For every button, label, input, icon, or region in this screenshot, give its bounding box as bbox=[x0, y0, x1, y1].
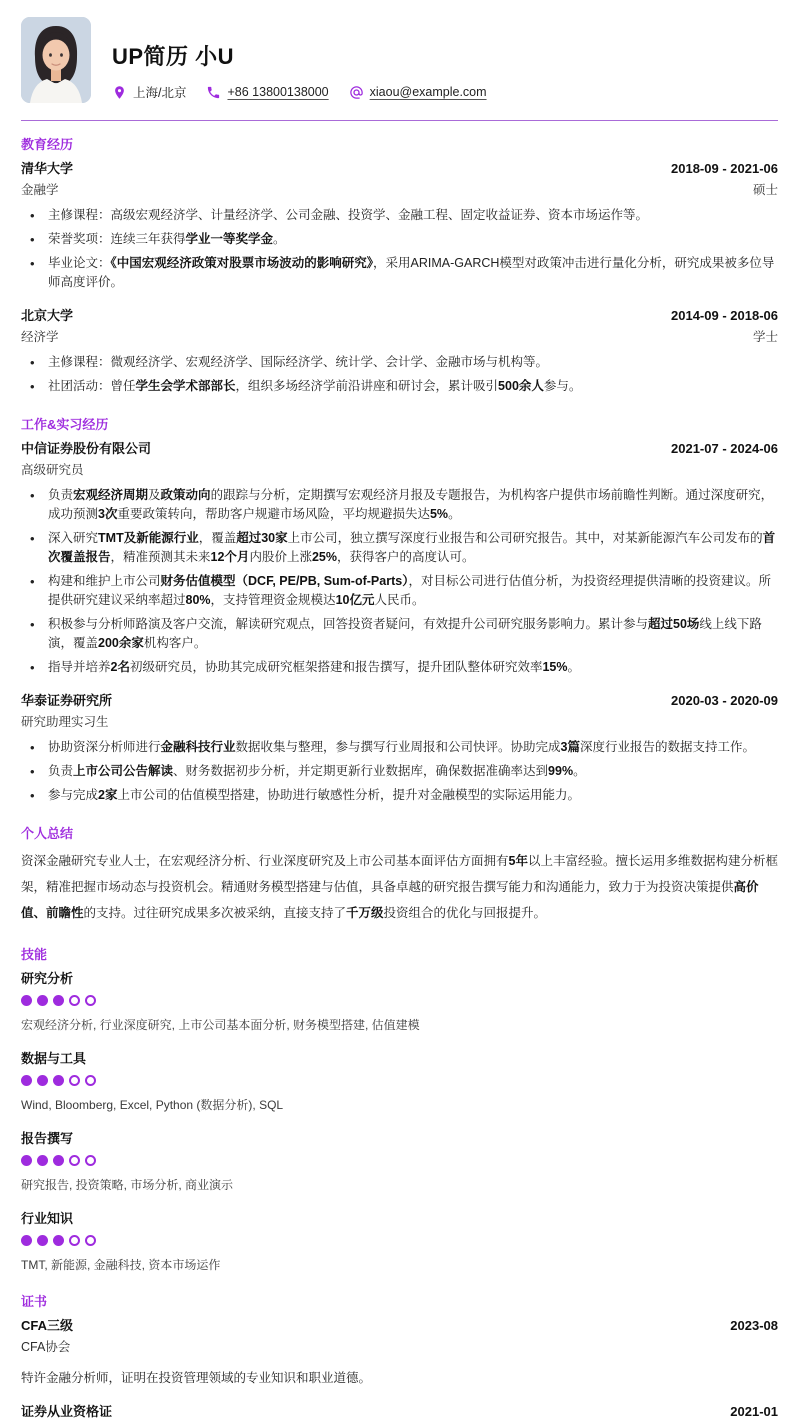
highlight-text: 财务估值模型（DCF, PE/PB, Sum-of-Parts） bbox=[160, 574, 409, 588]
level-dot-empty bbox=[85, 1075, 96, 1086]
level-dot-empty bbox=[69, 1235, 80, 1246]
phone-icon bbox=[206, 85, 221, 100]
plain-text: 。 bbox=[273, 232, 286, 246]
entry-subtitle: 经济学 bbox=[21, 330, 59, 344]
level-dot-filled bbox=[21, 1235, 32, 1246]
section-certificates bbox=[21, 1291, 778, 1420]
plain-text: 机构客户。 bbox=[143, 636, 207, 650]
profile-photo bbox=[21, 17, 91, 103]
bullet-item bbox=[21, 377, 778, 396]
skill-name: 数据与工具 bbox=[21, 1051, 87, 1066]
highlight-text: 3次 bbox=[98, 507, 118, 521]
plain-text: 重要政策转向，帮助客户规避市场风险，平均规避损失达 bbox=[117, 507, 430, 521]
plain-text: 人民币。 bbox=[374, 593, 425, 607]
profile-photo-illustration bbox=[21, 17, 91, 103]
plain-text: ，精准预测其未来 bbox=[110, 550, 211, 564]
entry-header-row bbox=[21, 1401, 778, 1420]
plain-text: 。 bbox=[567, 660, 581, 674]
skill-level-dots bbox=[21, 1235, 778, 1246]
highlight-text: 2名 bbox=[110, 660, 130, 674]
level-dot-filled bbox=[53, 1155, 64, 1166]
highlight-text: 99% bbox=[548, 764, 574, 778]
certificate-entries bbox=[21, 1315, 778, 1420]
section-title-work: 工作&实习经历 bbox=[21, 417, 109, 432]
entry-subtitle-row bbox=[21, 180, 778, 198]
plain-text: 线上线下路演，覆盖 bbox=[48, 617, 762, 650]
highlight-text: 500余人 bbox=[498, 379, 544, 393]
bullet-item bbox=[21, 615, 778, 653]
entry-subtitle: 高级研究员 bbox=[21, 463, 84, 477]
plain-text: 构建和维护上市公司 bbox=[48, 574, 161, 588]
highlight-text: 学业一等奖学金 bbox=[185, 232, 274, 246]
level-dot-empty bbox=[69, 995, 80, 1006]
entry-subtitle: 研究助理实习生 bbox=[21, 715, 109, 729]
at-sign-icon bbox=[349, 85, 364, 100]
plain-text: 内股价上涨 bbox=[249, 550, 312, 564]
section-work bbox=[21, 414, 778, 805]
entry-title: 证券从业资格证 bbox=[21, 1404, 113, 1419]
plain-text: 深入研究 bbox=[48, 531, 99, 545]
level-dot-empty bbox=[85, 995, 96, 1006]
section-education bbox=[21, 134, 778, 396]
entry-title: 北京大学 bbox=[21, 308, 74, 323]
bullet-item bbox=[21, 572, 778, 610]
plain-text: 的支持。过往研究成果多次被采纳，直接支持了 bbox=[83, 906, 347, 920]
contact-row bbox=[112, 83, 487, 101]
entry-header-row bbox=[21, 438, 778, 457]
highlight-text: 首次覆盖报告 bbox=[48, 531, 776, 564]
level-dot-filled bbox=[37, 1235, 48, 1246]
level-dot-filled bbox=[53, 1235, 64, 1246]
education-entries bbox=[21, 158, 778, 396]
plain-text: 毕业论文： bbox=[48, 256, 111, 270]
resume-entry bbox=[21, 690, 778, 805]
entry-subtitle-row bbox=[21, 1337, 778, 1355]
highlight-text: 金融科技行业 bbox=[160, 740, 236, 754]
skill-keywords: 研究报告, 投资策略, 市场分析, 商业演示 bbox=[21, 1178, 234, 1192]
bullet-item bbox=[21, 206, 778, 225]
phone-link[interactable] bbox=[206, 85, 328, 100]
skill-group bbox=[21, 1048, 778, 1113]
plain-text: ，组织多场经济学前沿讲座和研讨会，累计吸引 bbox=[235, 379, 499, 393]
highlight-text: 12个月 bbox=[210, 550, 250, 564]
bullet-item bbox=[21, 658, 778, 677]
section-summary bbox=[21, 823, 778, 926]
highlight-text: 《中国宏观经济政策对股票市场波动的影响研究》 bbox=[110, 256, 374, 270]
highlight-text: 学生会学术部部长 bbox=[135, 379, 236, 393]
level-dot-filled bbox=[37, 995, 48, 1006]
entry-subtitle: CFA协会 bbox=[21, 1340, 71, 1354]
plain-text: 以上丰富经验。擅长运用多维数据构建分析框架，精准把握市场动态与投资机会。精通财务模型搭建与估值，具备卓越的研究报告撰写能力和沟通能力，致力于为投资决策提供 bbox=[21, 854, 778, 894]
entry-title: CFA三级 bbox=[21, 1318, 74, 1333]
resume-entry bbox=[21, 1315, 778, 1388]
entry-date: 2020-03 - 2020-09 bbox=[671, 693, 778, 708]
entry-subtitle-row bbox=[21, 712, 778, 730]
entry-date: 2023-08 bbox=[730, 1318, 778, 1333]
skill-level-dots bbox=[21, 1155, 778, 1166]
highlight-text: 80% bbox=[185, 593, 211, 607]
entry-date: 2021-01 bbox=[730, 1404, 778, 1419]
plain-text: 资深金融研究专业人士，在宏观经济分析、行业深度研究及上市公司基本面评估方面拥有 bbox=[21, 854, 509, 868]
plain-text: 荣誉奖项：连续三年获得 bbox=[48, 232, 186, 246]
level-dot-filled bbox=[37, 1155, 48, 1166]
plain-text: 的跟踪与分析，定期撰写宏观经济月报及专题报告，为机构客户提供市场前瞻性判断。通过深度研究，成功预测 bbox=[48, 488, 774, 521]
level-dot-empty bbox=[85, 1155, 96, 1166]
plain-text: ，对目标公司进行估值分析，为投资经理提供清晰的投资建议。所提供研究建议采纳率超过 bbox=[48, 574, 771, 607]
email-text: xiaou@example.com bbox=[369, 85, 487, 99]
plain-text: 数据收集与整理，参与撰写行业周报和公司快评。协助完成 bbox=[235, 740, 561, 754]
section-skills bbox=[21, 944, 778, 1273]
plain-text: 上市公司，独立撰写深度行业报告和公司研究报告。其中，对某新能源汽车公司发布的 bbox=[287, 531, 763, 545]
highlight-text: 千万级 bbox=[346, 906, 384, 920]
highlight-text: 高价值、前瞻性 bbox=[21, 880, 759, 920]
plain-text: ，获得客户的高度认可。 bbox=[336, 550, 475, 564]
plain-text: 初级研究员，协助其完成研究框架搭建和报告撰写，提升团队整体研究效率 bbox=[129, 660, 543, 674]
level-dot-filled bbox=[53, 1075, 64, 1086]
level-dot-filled bbox=[21, 1155, 32, 1166]
skill-group bbox=[21, 1128, 778, 1193]
bullet-item bbox=[21, 353, 778, 372]
certificate-description: 特许金融分析师，证明在投资管理领域的专业知识和职业道德。 bbox=[21, 1371, 372, 1385]
plain-text: 协助资深分析师进行 bbox=[48, 740, 161, 754]
highlight-text: TMT及新能源行业 bbox=[98, 531, 199, 545]
highlight-text: 2家 bbox=[98, 788, 118, 802]
entry-bullet-list bbox=[21, 486, 778, 677]
entry-bullet-list bbox=[21, 738, 778, 805]
plain-text: 主修课程：微观经济学、宏观经济学、国际经济学、统计学、会计学、金融市场与机构等。 bbox=[48, 355, 549, 369]
bullet-item bbox=[21, 254, 778, 292]
location bbox=[112, 83, 186, 101]
highlight-text: 5年 bbox=[508, 854, 528, 868]
section-title-summary: 个人总结 bbox=[21, 826, 74, 841]
plain-text: ，覆盖 bbox=[198, 531, 237, 545]
entry-subtitle: 金融学 bbox=[21, 183, 59, 197]
entry-header-row bbox=[21, 305, 778, 324]
bullet-item bbox=[21, 762, 778, 781]
level-dot-filled bbox=[21, 995, 32, 1006]
skill-keywords: TMT, 新能源, 金融科技, 资本市场运作 bbox=[21, 1258, 221, 1272]
bullet-item bbox=[21, 786, 778, 805]
level-dot-filled bbox=[37, 1075, 48, 1086]
entry-title: 清华大学 bbox=[21, 161, 74, 176]
location-text: 上海/北京 bbox=[133, 86, 187, 100]
entry-degree: 硕士 bbox=[752, 183, 778, 197]
entry-title: 中信证券股份有限公司 bbox=[21, 441, 152, 456]
plain-text: 投资组合的优化与回报提升。 bbox=[383, 906, 547, 920]
skill-group bbox=[21, 968, 778, 1033]
skill-name: 研究分析 bbox=[21, 971, 74, 986]
plain-text: 指导并培养 bbox=[48, 660, 111, 674]
entry-header-row bbox=[21, 690, 778, 709]
highlight-text: 超过30家 bbox=[236, 531, 288, 545]
plain-text: 负责 bbox=[48, 488, 74, 502]
entry-date: 2014-09 - 2018-06 bbox=[671, 308, 778, 323]
bullet-item bbox=[21, 230, 778, 249]
skill-level-dots bbox=[21, 1075, 778, 1086]
plain-text: 社团活动：曾任 bbox=[48, 379, 136, 393]
plain-text: 。 bbox=[573, 764, 586, 778]
entry-bullet-list bbox=[21, 206, 778, 292]
plain-text: 主修课程：高级宏观经济学、计量经济学、公司金融、投资学、金融工程、固定收益证券、资本市场运作等。 bbox=[48, 208, 649, 222]
resume-entry bbox=[21, 1401, 778, 1420]
plain-text: ，支持管理资金规模达 bbox=[210, 593, 336, 607]
bullet-item bbox=[21, 486, 778, 524]
header-divider bbox=[21, 120, 778, 121]
level-dot-empty bbox=[69, 1155, 80, 1166]
plain-text: 深度行业报告的数据支持工作。 bbox=[580, 740, 756, 754]
section-title-certificates: 证书 bbox=[21, 1294, 48, 1309]
location-pin-icon bbox=[112, 85, 127, 100]
resume-header bbox=[21, 0, 778, 103]
highlight-text: 5% bbox=[429, 507, 449, 521]
plain-text: 负责 bbox=[48, 764, 74, 778]
plain-text: 、财务数据初步分析，并定期更新行业数据库，确保数据准确率达到 bbox=[173, 764, 549, 778]
plain-text: 。 bbox=[448, 507, 461, 521]
entry-title: 华泰证券研究所 bbox=[21, 693, 113, 708]
plain-text: 参与。 bbox=[543, 379, 582, 393]
plain-text: 及 bbox=[148, 488, 161, 502]
skill-keywords: 宏观经济分析, 行业深度研究, 上市公司基本面分析, 财务模型搭建, 估值建模 bbox=[21, 1018, 420, 1032]
plain-text: ，采用ARIMA-GARCH模型对政策冲击进行量化分析，研究成果被多位导师高度评价。 bbox=[48, 256, 775, 289]
skill-group bbox=[21, 1208, 778, 1273]
summary-paragraph bbox=[21, 848, 778, 926]
entry-date: 2021-07 - 2024-06 bbox=[671, 441, 778, 456]
highlight-text: 超过50场 bbox=[648, 617, 700, 631]
level-dot-filled bbox=[53, 995, 64, 1006]
skill-keywords: Wind, Bloomberg, Excel, Python (数据分析), SQL bbox=[21, 1098, 284, 1112]
entry-header-row bbox=[21, 1315, 778, 1334]
plain-text: 参与完成 bbox=[48, 788, 99, 802]
skill-name: 行业知识 bbox=[21, 1211, 74, 1226]
highlight-text: 政策动向 bbox=[160, 488, 211, 502]
highlight-text: 上市公司公告解读 bbox=[73, 764, 174, 778]
skill-groups bbox=[21, 968, 778, 1273]
candidate-name: UP简历 小U bbox=[112, 44, 235, 69]
bullet-item bbox=[21, 738, 778, 757]
entry-subtitle-row bbox=[21, 327, 778, 345]
skill-name: 报告撰写 bbox=[21, 1131, 74, 1146]
section-title-skills: 技能 bbox=[21, 947, 48, 962]
resume-entry bbox=[21, 158, 778, 292]
level-dot-empty bbox=[69, 1075, 80, 1086]
level-dot-empty bbox=[85, 1235, 96, 1246]
resume-entry bbox=[21, 305, 778, 396]
phone-text: +86 13800138000 bbox=[227, 85, 329, 99]
entry-degree: 学士 bbox=[752, 330, 778, 344]
highlight-text: 10亿元 bbox=[335, 593, 375, 607]
skill-level-dots bbox=[21, 995, 778, 1006]
work-entries bbox=[21, 438, 778, 805]
highlight-text: 15% bbox=[542, 660, 568, 674]
resume-entry bbox=[21, 438, 778, 677]
level-dot-filled bbox=[21, 1075, 32, 1086]
section-title-education: 教育经历 bbox=[21, 137, 74, 152]
entry-date: 2018-09 - 2021-06 bbox=[671, 161, 778, 176]
highlight-text: 25% bbox=[311, 550, 337, 564]
entry-header-row bbox=[21, 158, 778, 177]
highlight-text: 宏观经济周期 bbox=[73, 488, 149, 502]
entry-bullet-list bbox=[21, 353, 778, 396]
plain-text: 积极参与分析师路演及客户交流，解读研究观点，回答投资者疑问，有效提升公司研究服务影响力。累计参与 bbox=[48, 617, 649, 631]
email-link[interactable] bbox=[349, 85, 487, 100]
entry-subtitle-row bbox=[21, 460, 778, 478]
plain-text: 上市公司的估值模型搭建，协助进行敏感性分析，提升对金融模型的实际运用能力。 bbox=[117, 788, 580, 802]
highlight-text: 200余家 bbox=[98, 636, 144, 650]
bullet-item bbox=[21, 529, 778, 567]
highlight-text: 3篇 bbox=[560, 740, 580, 754]
